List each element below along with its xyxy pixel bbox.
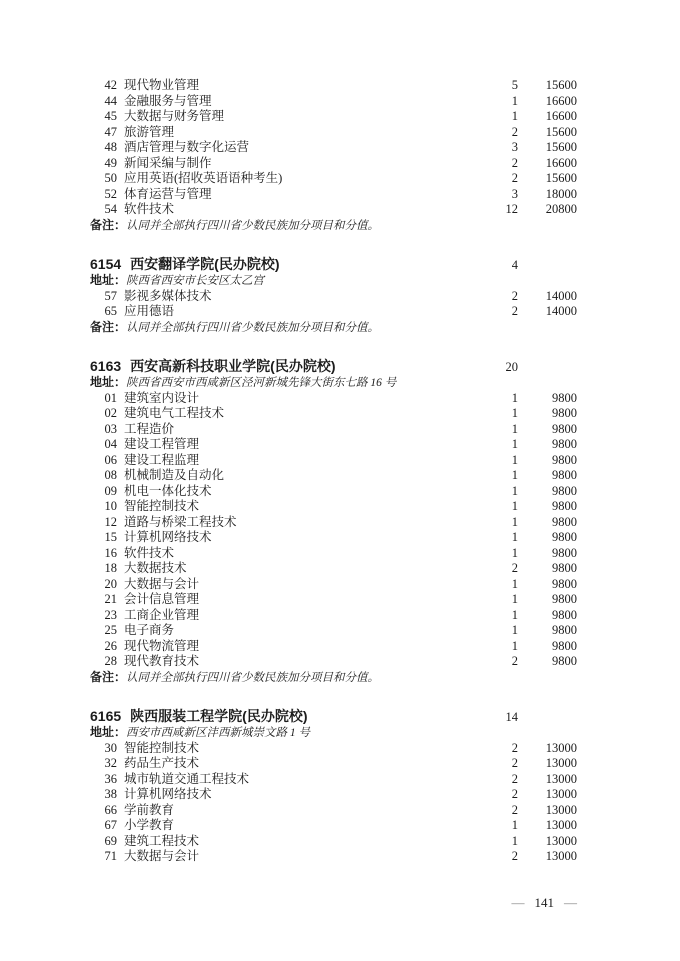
major-code: 06 xyxy=(104,452,117,467)
plan-count: 1 xyxy=(511,545,518,560)
tuition-fee: 9800 xyxy=(552,468,577,482)
major-name: 金融服务与管理 xyxy=(124,93,212,108)
plan-count: 1 xyxy=(511,623,518,637)
page-footer xyxy=(90,895,577,911)
major-row xyxy=(90,623,577,639)
note-line xyxy=(90,320,577,336)
major-code: 26 xyxy=(104,638,117,653)
tuition-fee: 9800 xyxy=(552,437,577,451)
tuition-fee: 13000 xyxy=(545,771,577,786)
major-row xyxy=(90,608,577,624)
major-row xyxy=(90,453,577,469)
address-text: 陕西省西安市长安区太乙宫 xyxy=(126,275,265,287)
tuition-fee: 9800 xyxy=(552,561,577,575)
major-name: 工程造价 xyxy=(124,421,175,436)
major-row xyxy=(90,834,577,850)
tuition-fee: 13000 xyxy=(545,787,577,801)
major-code: 28 xyxy=(104,654,117,668)
major-code: 49 xyxy=(104,155,117,170)
major-code: 20 xyxy=(104,576,117,591)
tuition-fee: 13000 xyxy=(545,818,577,832)
major-row xyxy=(90,515,577,531)
major-name: 学前教育 xyxy=(124,802,175,817)
major-code: 65 xyxy=(104,304,117,318)
plan-count: 5 xyxy=(511,78,518,92)
note-text: 认同并全部执行四川省少数民族加分项目和分值。 xyxy=(126,219,380,232)
plan-count: 2 xyxy=(511,304,518,318)
major-code: 30 xyxy=(104,740,117,755)
footer-dash-left: — xyxy=(511,894,525,910)
address-line xyxy=(90,375,577,391)
major-name: 应用德语 xyxy=(124,304,175,318)
tuition-fee: 15600 xyxy=(545,78,577,92)
tuition-fee: 9800 xyxy=(552,483,577,498)
major-row xyxy=(90,741,577,757)
major-row xyxy=(90,818,577,834)
plan-count: 2 xyxy=(511,155,518,170)
school-name: 西安高新科技职业学院(民办院校) xyxy=(130,358,336,374)
plan-count: 1 xyxy=(511,406,518,420)
school-name: 陕西服装工程学院(民办院校) xyxy=(130,708,308,724)
major-row xyxy=(90,187,577,203)
major-code: 52 xyxy=(104,186,117,201)
major-name: 工商企业管理 xyxy=(124,607,200,622)
major-name: 建筑电气工程技术 xyxy=(124,406,225,420)
major-rows xyxy=(90,78,577,218)
plan-count: 1 xyxy=(511,499,518,513)
major-name: 药品生产技术 xyxy=(124,756,200,770)
tuition-fee: 9800 xyxy=(552,421,577,436)
address-label: 地址： xyxy=(90,273,127,287)
major-code: 44 xyxy=(104,93,117,108)
tuition-fee: 16600 xyxy=(545,109,577,123)
tuition-fee: 9800 xyxy=(552,623,577,637)
major-code: 36 xyxy=(104,771,117,786)
school-section-6163 xyxy=(90,357,577,685)
major-row xyxy=(90,639,577,655)
major-code: 25 xyxy=(104,623,117,637)
tuition-fee: 9800 xyxy=(552,530,577,544)
tuition-fee: 9800 xyxy=(552,607,577,622)
major-code: 54 xyxy=(104,202,117,216)
major-row xyxy=(90,772,577,788)
major-code: 18 xyxy=(104,561,117,575)
majors-section-continuation xyxy=(90,78,577,233)
plan-count: 1 xyxy=(511,833,518,848)
major-name: 道路与桥梁工程技术 xyxy=(124,514,237,529)
major-row xyxy=(90,304,577,320)
major-row xyxy=(90,202,577,218)
major-row xyxy=(90,484,577,500)
major-code: 66 xyxy=(104,802,117,817)
major-name: 软件技术 xyxy=(124,202,175,216)
plan-count: 1 xyxy=(511,530,518,544)
footer-dash-right: — xyxy=(564,894,577,910)
major-code: 42 xyxy=(104,78,117,92)
major-name: 建筑室内设计 xyxy=(124,390,200,405)
school-code: 6163 xyxy=(90,358,122,374)
major-name: 计算机网络技术 xyxy=(124,787,212,801)
note-label: 备注： xyxy=(90,319,127,334)
note-text: 认同并全部执行四川省少数民族加分项目和分值。 xyxy=(126,321,380,334)
note-line xyxy=(90,218,577,234)
major-row xyxy=(90,422,577,438)
school-total-count: 14 xyxy=(505,710,518,724)
tuition-fee: 20800 xyxy=(545,202,577,216)
tuition-fee: 9800 xyxy=(552,499,577,513)
major-code: 67 xyxy=(104,818,117,832)
major-code: 32 xyxy=(104,756,117,770)
major-code: 02 xyxy=(104,406,117,420)
major-name: 大数据与财务管理 xyxy=(124,109,225,123)
major-row xyxy=(90,391,577,407)
major-rows xyxy=(90,391,577,670)
major-row xyxy=(90,592,577,608)
major-row xyxy=(90,156,577,172)
major-row xyxy=(90,654,577,670)
tuition-fee: 13000 xyxy=(545,849,577,863)
major-code: 48 xyxy=(104,140,117,154)
school-total-count: 4 xyxy=(511,258,518,272)
major-name: 智能控制技术 xyxy=(124,740,200,755)
tuition-fee: 13000 xyxy=(545,802,577,817)
school-header xyxy=(90,707,577,725)
plan-count: 2 xyxy=(511,849,518,863)
plan-count: 1 xyxy=(511,818,518,832)
major-row xyxy=(90,125,577,141)
school-total-count: 20 xyxy=(505,360,518,374)
tuition-fee: 15600 xyxy=(545,140,577,154)
tuition-fee: 14000 xyxy=(545,304,577,318)
tuition-fee: 15600 xyxy=(545,124,577,139)
tuition-fee: 9800 xyxy=(552,452,577,467)
major-name: 电子商务 xyxy=(124,623,175,637)
tuition-fee: 14000 xyxy=(545,288,577,303)
major-name: 影视多媒体技术 xyxy=(124,288,212,303)
major-name: 建筑工程技术 xyxy=(124,833,200,848)
major-row xyxy=(90,849,577,865)
plan-count: 1 xyxy=(511,514,518,529)
plan-count: 1 xyxy=(511,576,518,591)
plan-count: 3 xyxy=(511,140,518,154)
plan-count: 1 xyxy=(511,468,518,482)
school-section-6154 xyxy=(90,255,577,335)
major-code: 38 xyxy=(104,787,117,801)
plan-count: 1 xyxy=(511,437,518,451)
tuition-fee: 15600 xyxy=(545,171,577,185)
major-name: 旅游管理 xyxy=(124,124,175,139)
plan-count: 1 xyxy=(511,93,518,108)
major-name: 机械制造及自动化 xyxy=(124,468,225,482)
major-code: 01 xyxy=(104,390,117,405)
plan-count: 12 xyxy=(505,202,518,216)
plan-count: 2 xyxy=(511,756,518,770)
school-header xyxy=(90,255,577,273)
major-code: 12 xyxy=(104,514,117,529)
plan-count: 1 xyxy=(511,390,518,405)
major-code: 71 xyxy=(104,849,117,863)
major-row xyxy=(90,406,577,422)
major-code: 21 xyxy=(104,592,117,606)
major-name: 城市轨道交通工程技术 xyxy=(124,771,250,786)
plan-count: 3 xyxy=(511,186,518,201)
plan-count: 1 xyxy=(511,592,518,606)
major-name: 计算机网络技术 xyxy=(124,530,212,544)
tuition-fee: 9800 xyxy=(552,390,577,405)
major-code: 10 xyxy=(104,499,117,513)
major-name: 酒店管理与数字化运营 xyxy=(124,140,250,154)
major-row xyxy=(90,78,577,94)
major-name: 现代物业管理 xyxy=(124,78,200,92)
address-label: 地址： xyxy=(90,375,127,389)
major-code: 15 xyxy=(104,530,117,544)
major-name: 建设工程管理 xyxy=(124,437,200,451)
major-name: 软件技术 xyxy=(124,545,175,560)
page-number: 141 xyxy=(534,894,554,910)
major-code: 45 xyxy=(104,109,117,123)
major-code: 57 xyxy=(104,288,117,303)
tuition-fee: 18000 xyxy=(545,186,577,201)
major-name: 小学教育 xyxy=(124,818,175,832)
major-code: 03 xyxy=(104,421,117,436)
major-code: 16 xyxy=(104,545,117,560)
school-name: 西安翻译学院(民办院校) xyxy=(130,256,280,272)
major-row xyxy=(90,530,577,546)
major-row xyxy=(90,499,577,515)
tuition-fee: 9800 xyxy=(552,545,577,560)
address-text: 陕西省西安市西咸新区泾河新城先锋大街东七路 16 号 xyxy=(126,377,397,389)
major-name: 大数据与会计 xyxy=(124,576,200,591)
major-code: 04 xyxy=(104,437,117,451)
major-name: 智能控制技术 xyxy=(124,499,200,513)
tuition-fee: 13000 xyxy=(545,740,577,755)
note-line xyxy=(90,670,577,686)
tuition-fee: 16600 xyxy=(545,93,577,108)
major-name: 现代教育技术 xyxy=(124,654,200,668)
tuition-fee: 13000 xyxy=(545,756,577,770)
major-name: 建设工程监理 xyxy=(124,452,200,467)
major-rows xyxy=(90,289,577,320)
address-line xyxy=(90,725,577,741)
plan-count: 1 xyxy=(511,421,518,436)
tuition-fee: 9800 xyxy=(552,576,577,591)
major-code: 47 xyxy=(104,124,117,139)
major-code: 23 xyxy=(104,607,117,622)
major-row xyxy=(90,561,577,577)
major-row xyxy=(90,756,577,772)
plan-count: 1 xyxy=(511,607,518,622)
tuition-fee: 9800 xyxy=(552,514,577,529)
major-row xyxy=(90,171,577,187)
document-page xyxy=(90,0,577,911)
plan-count: 1 xyxy=(511,109,518,123)
school-section-6165 xyxy=(90,707,577,865)
major-name: 体育运营与管理 xyxy=(124,186,212,201)
major-name: 新闻采编与制作 xyxy=(124,155,212,170)
plan-count: 2 xyxy=(511,787,518,801)
note-text: 认同并全部执行四川省少数民族加分项目和分值。 xyxy=(126,671,380,684)
plan-count: 2 xyxy=(511,288,518,303)
major-name: 大数据技术 xyxy=(124,561,187,575)
major-row xyxy=(90,140,577,156)
tuition-fee: 9800 xyxy=(552,406,577,420)
major-name: 大数据与会计 xyxy=(124,849,200,863)
note-label: 备注： xyxy=(90,217,127,232)
major-rows xyxy=(90,741,577,865)
major-row xyxy=(90,289,577,305)
tuition-fee: 9800 xyxy=(552,654,577,668)
school-header xyxy=(90,357,577,375)
plan-count: 2 xyxy=(511,802,518,817)
plan-count: 2 xyxy=(511,561,518,575)
school-code: 6154 xyxy=(90,256,122,272)
major-row xyxy=(90,468,577,484)
major-name: 现代物流管理 xyxy=(124,638,200,653)
major-code: 69 xyxy=(104,833,117,848)
tuition-fee: 16600 xyxy=(545,155,577,170)
major-row xyxy=(90,109,577,125)
tuition-fee: 9800 xyxy=(552,592,577,606)
plan-count: 1 xyxy=(511,452,518,467)
major-row xyxy=(90,94,577,110)
major-code: 09 xyxy=(104,483,117,498)
major-row xyxy=(90,787,577,803)
address-text: 西安市西咸新区沣西新城崇文路 1 号 xyxy=(126,727,311,739)
note-label: 备注： xyxy=(90,669,127,684)
address-label: 地址： xyxy=(90,725,127,739)
plan-count: 2 xyxy=(511,740,518,755)
school-code: 6165 xyxy=(90,708,122,724)
major-row xyxy=(90,577,577,593)
plan-count: 2 xyxy=(511,124,518,139)
major-row xyxy=(90,437,577,453)
address-line xyxy=(90,273,577,289)
tuition-fee: 9800 xyxy=(552,638,577,653)
tuition-fee: 13000 xyxy=(545,833,577,848)
major-row xyxy=(90,546,577,562)
plan-count: 2 xyxy=(511,171,518,185)
major-name: 应用英语(招收英语语种考生) xyxy=(124,171,283,185)
major-code: 50 xyxy=(104,171,117,185)
major-row xyxy=(90,803,577,819)
plan-count: 2 xyxy=(511,654,518,668)
major-name: 会计信息管理 xyxy=(124,592,200,606)
major-name: 机电一体化技术 xyxy=(124,483,212,498)
plan-count: 1 xyxy=(511,638,518,653)
plan-count: 2 xyxy=(511,771,518,786)
major-code: 08 xyxy=(104,468,117,482)
plan-count: 1 xyxy=(511,483,518,498)
